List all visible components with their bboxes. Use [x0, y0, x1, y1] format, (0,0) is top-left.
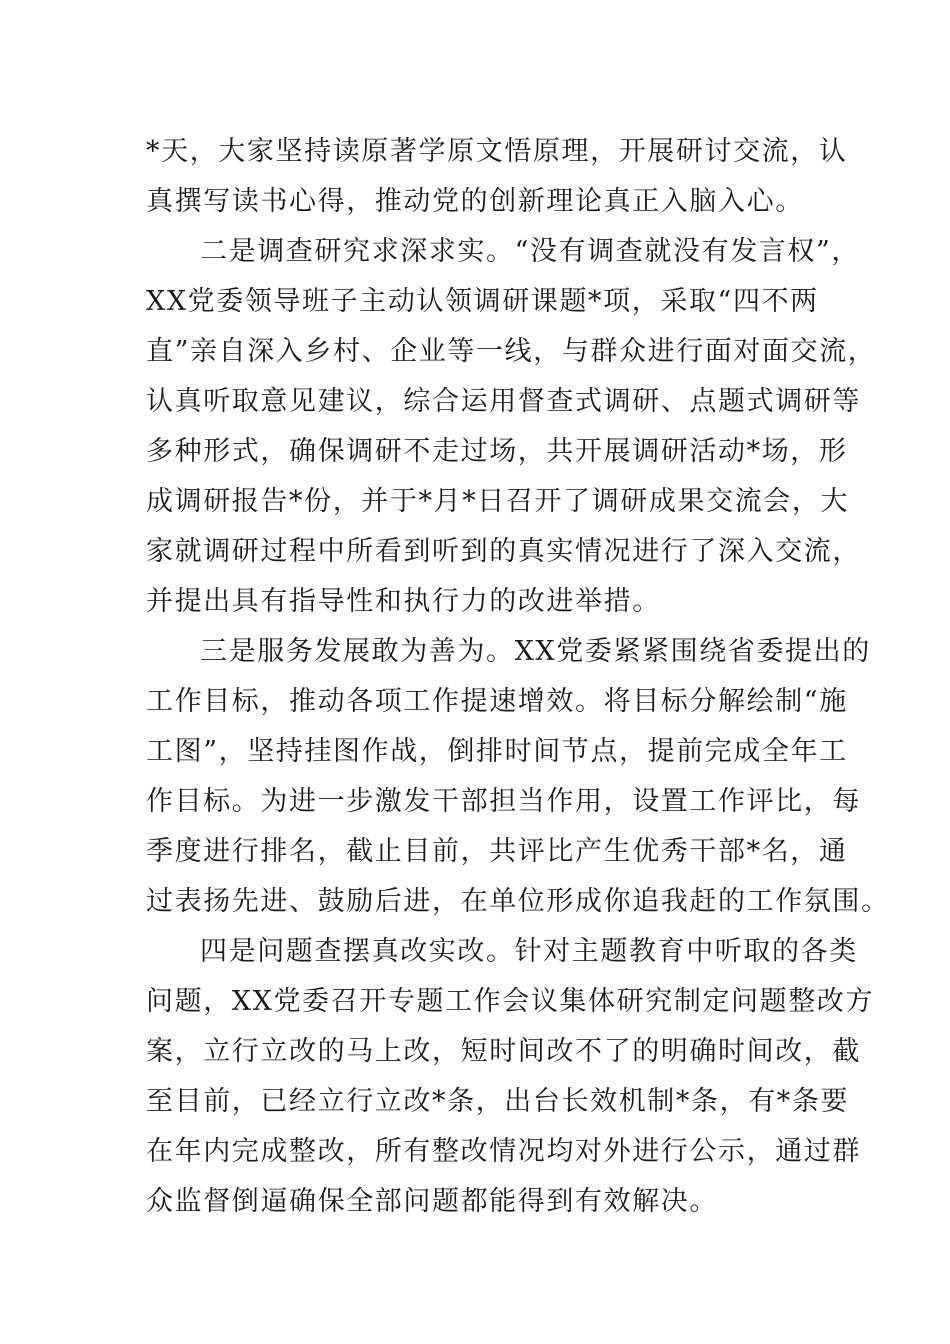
- paragraph-line: 至目前，已经立行立改*条，出台长效机制*条，有*条要: [146, 1086, 850, 1117]
- paragraph-line: 作目标。为进一步激发干部担当作用，设置工作评比，每: [146, 786, 861, 817]
- paragraph-line: 家就调研过程中所看到听到的真实情况进行了深入交流，: [146, 536, 861, 567]
- paragraph-line: 问题，XX党委召开专题工作会议集体研究制定问题整改方: [146, 986, 875, 1017]
- paragraph-line: XX党委领导班子主动认领调研课题*项，采取“四不两: [146, 286, 819, 317]
- paragraph-line: 认真听取意见建议，综合运用督查式调研、点题式调研等: [146, 386, 861, 417]
- paragraph-line: 直”亲自深入乡村、企业等一线，与群众进行面对面交流，: [146, 336, 877, 367]
- paragraph-line: 工图”，坚持挂图作战，倒排时间节点，提前完成全年工: [146, 736, 848, 767]
- paragraph-line: 案，立行立改的马上改，短时间改不了的明确时间改，截: [146, 1036, 861, 1067]
- paragraph-line: *天，大家坚持读原著学原文悟原理，开展研讨交流，认: [146, 136, 848, 167]
- paragraph-line: 真撰写读书心得，推动党的创新理论真正入脑入心。: [146, 186, 804, 217]
- paragraph-line: 众监督倒逼确保全部问题都能得到有效解决。: [146, 1186, 718, 1217]
- paragraph-line: 三是服务发展敢为善为。XX党委紧紧围绕省委提出的: [200, 636, 871, 667]
- paragraph-line: 在年内完成整改，所有整改情况均对外进行公示，通过群: [146, 1136, 861, 1167]
- paragraph-line: 多种形式，确保调研不走过场，共开展调研活动*场，形: [146, 436, 848, 467]
- paragraph-line: 成调研报告*份，并于*月*日召开了调研成果交流会，大: [146, 486, 850, 517]
- paragraph-line: 过表扬先进、鼓励后进，在单位形成你追我赶的工作氛围。: [146, 886, 890, 917]
- paragraph-line: 工作目标，推动各项工作提速增效。将目标分解绘制“施: [146, 686, 848, 717]
- paragraph-line: 季度进行排名，截止目前，共评比产生优秀干部*名，通: [146, 836, 848, 867]
- paragraph-line: 四是问题查摆真改实改。针对主题教育中听取的各类: [200, 936, 858, 967]
- paragraph-line: 二是调查研究求深求实。“没有调查就没有发言权”，: [200, 236, 861, 267]
- paragraph-line: 并提出具有指导性和执行力的改进举措。: [146, 586, 661, 617]
